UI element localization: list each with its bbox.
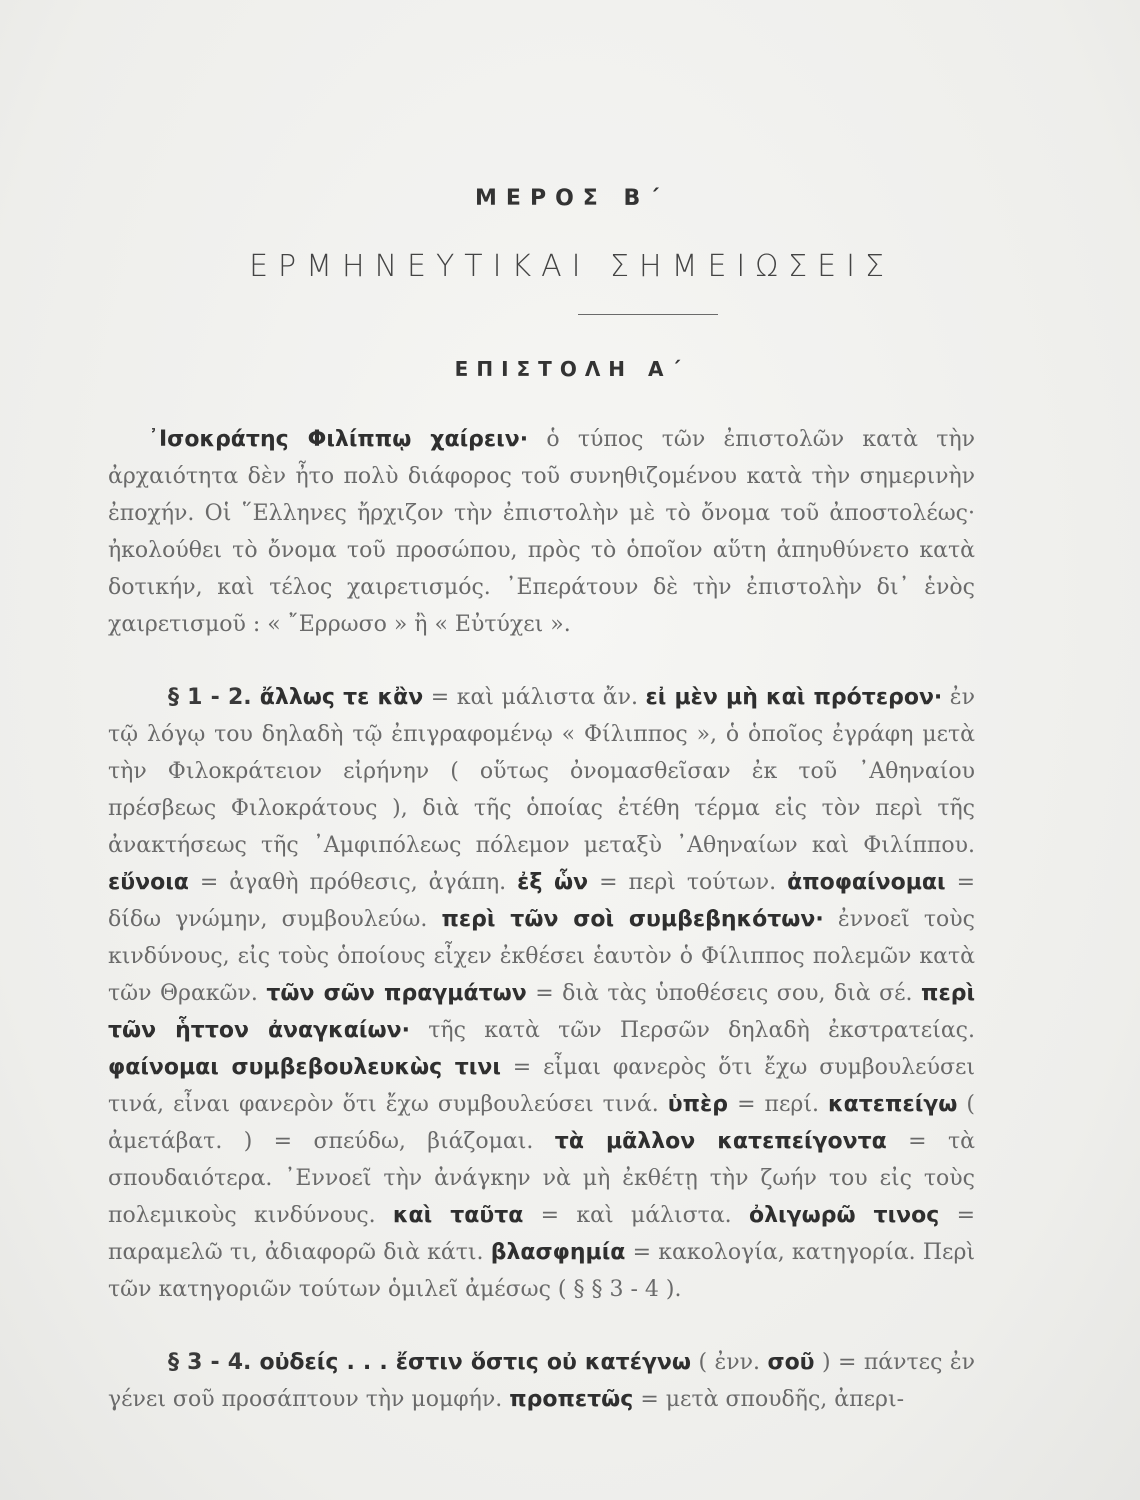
gloss-text: ) = πάντες ἐν γένει σοῦ προσάπτουν τὴν μομφήν. bbox=[108, 1350, 975, 1412]
lemma-term: τὰ μᾶλλον κατεπείγοντα bbox=[554, 1129, 887, 1154]
lemma-term: εὔνοια bbox=[108, 870, 189, 895]
lemma-term: φαίνομαι συμβεβουλευκὼς τινι bbox=[108, 1055, 501, 1080]
lemma-term: σοῦ bbox=[767, 1350, 815, 1375]
paragraph-intro bbox=[108, 421, 975, 643]
gloss-text: = τὰ σπουδαιότερα. ᾽Εννοεῖ τὴν ἀνάγκην νὰ μὴ ἐκθέτῃ τὴν ζωήν του εἰς τοὺς πολεμικοὺς κινδύνους. bbox=[108, 1129, 975, 1228]
paragraph-section-3-4 bbox=[108, 1344, 975, 1418]
gloss-text: = παραμελῶ τι, ἀδιαφορῶ διὰ κάτι. bbox=[108, 1203, 976, 1265]
section-title: ΕΡΜΗΝΕΥΤΙΚΑΙ ΣΗΜΕΙΩΣΕΙΣ bbox=[249, 249, 894, 284]
letter-heading: ΕΠΙΣΤΟΛΗ Α΄ bbox=[454, 357, 689, 381]
lemma-term: περὶ τῶν ἧττον ἀναγκαίων· bbox=[108, 981, 976, 1043]
lemma-term: ὀλιγωρῶ τινος bbox=[748, 1203, 940, 1228]
lemma-term: εἰ μὲν μὴ καὶ πρότερον· bbox=[645, 685, 943, 710]
lemma-term: προπετῶς bbox=[509, 1387, 634, 1412]
gloss-text: = καὶ μάλιστα ἄν. bbox=[423, 685, 646, 710]
gloss-text: ὁ τύπος τῶν ἐπιστολῶν κατὰ τὴν ἀρχαιότητα δὲν ἦτο πολὺ διάφορος τοῦ συνηθιζομένου κατὰ τὴν σημερινὴν ἐποχήν. Οἱ ῞Ελληνες ἤρχιζον τὴν ἐπιστολὴν μὲ τὸ ὄνομα τοῦ ἀποστολέως· ἠκολούθει τὸ ὄνομα τοῦ προσώπου, πρὸς τὸ ὁποῖον αὕτη ἀπηυθύνετο κατὰ δοτικήν, καὶ τέλος χαιρετισμός. ᾽Επεράτουν δὲ τὴν ἐπιστολὴν δι᾽ ἑνὸς χαιρετισμοῦ : « ῎Ερρωσο » ἢ « Εὐτύχει ». bbox=[108, 427, 976, 637]
paragraph-section-1-2 bbox=[108, 679, 975, 1308]
section-number: § 1 - 2. bbox=[168, 685, 260, 710]
gloss-text: τῆς κατὰ τῶν Περσῶν δηλαδὴ ἐκστρατείας. bbox=[409, 1018, 975, 1043]
gloss-text: ( ἀμετάβατ. ) = σπεύδω, βιάζομαι. bbox=[108, 1092, 976, 1154]
lemma-term: κατεπείγω bbox=[828, 1092, 958, 1117]
lemma-term: ὑπὲρ bbox=[667, 1092, 729, 1117]
gloss-text: = περί. bbox=[728, 1092, 829, 1117]
gloss-text: = δίδω γνώμην, συμβουλεύω. bbox=[108, 870, 976, 932]
lemma-term: ἄλλως τε κἂν bbox=[259, 685, 424, 710]
gloss-text: = μετὰ σπουδῆς, ἀπερι- bbox=[633, 1387, 904, 1412]
gloss-text: = εἶμαι φανερὸς ὅτι ἔχω συμβουλεύσει τινά, εἶναι φανερὸν ὅτι ἔχω συμβουλεύσει τινά. bbox=[108, 1055, 975, 1117]
lemma-term: βλασφημία bbox=[490, 1240, 626, 1265]
lemma-term: ᾽Ισοκράτης Φιλίππῳ χαίρειν· bbox=[148, 427, 529, 452]
gloss-text: = κακολογία, κατηγορία. Περὶ τῶν κατηγοριῶν τούτων ὁμιλεῖ ἀμέσως ( § § 3 - 4 ). bbox=[108, 1240, 975, 1302]
gloss-text: ἐν τῷ λόγῳ του δηλαδὴ τῷ ἐπιγραφομένῳ « Φίλιππος », ὁ ὁποῖος ἐγράφη μετὰ τὴν Φιλοκράτειον εἰρήνην ( οὕτως ὀνομασθεῖσαν ἐκ τοῦ ᾽Αθηναίου πρέσβεως Φιλοκράτους ), διὰ τῆς ὁποίας ἐτέθη τέρμα εἰς τὸν περὶ τῆς ἀνακτήσεως τῆς ᾽Αμφιπόλεως πόλεμον μεταξὺ ᾽Αθηναίων καὶ Φιλίππου. bbox=[108, 685, 975, 858]
divider-rule bbox=[578, 314, 718, 315]
lemma-term: καὶ ταῦτα bbox=[392, 1203, 524, 1228]
section-number: § 3 - 4. bbox=[168, 1350, 260, 1375]
lemma-term: ἐξ ὧν bbox=[517, 870, 589, 895]
part-heading: ΜΕΡΟΣ Β΄ bbox=[475, 186, 668, 211]
gloss-text: = καὶ μάλιστα. bbox=[523, 1203, 749, 1228]
lemma-term: τῶν σῶν πραγμάτων bbox=[266, 981, 527, 1006]
lemma-term: περὶ τῶν σοὶ συμβεβηκότων· bbox=[441, 907, 824, 932]
lemma-term: οὐδείς . . . ἔστιν ὅστις οὐ κατέγνω bbox=[259, 1350, 692, 1375]
gloss-text: ἐννοεῖ τοὺς κινδύνους, εἰς τοὺς ὁποίους εἶχεν ἐκθέσει ἑαυτὸν ὁ Φίλιππος πολεμῶν κατὰ τῶν Θρακῶν. bbox=[108, 907, 975, 1006]
gloss-text: = διὰ τὰς ὑποθέσεις σου, διὰ σέ. bbox=[526, 981, 922, 1006]
gloss-text: = περὶ τούτων. bbox=[588, 870, 788, 895]
gloss-text: ( ἐνν. bbox=[691, 1350, 768, 1375]
lemma-term: ἀποφαίνομαι bbox=[787, 870, 946, 895]
gloss-text: = ἀγαθὴ πρόθεσις, ἀγάπη. bbox=[188, 870, 518, 895]
